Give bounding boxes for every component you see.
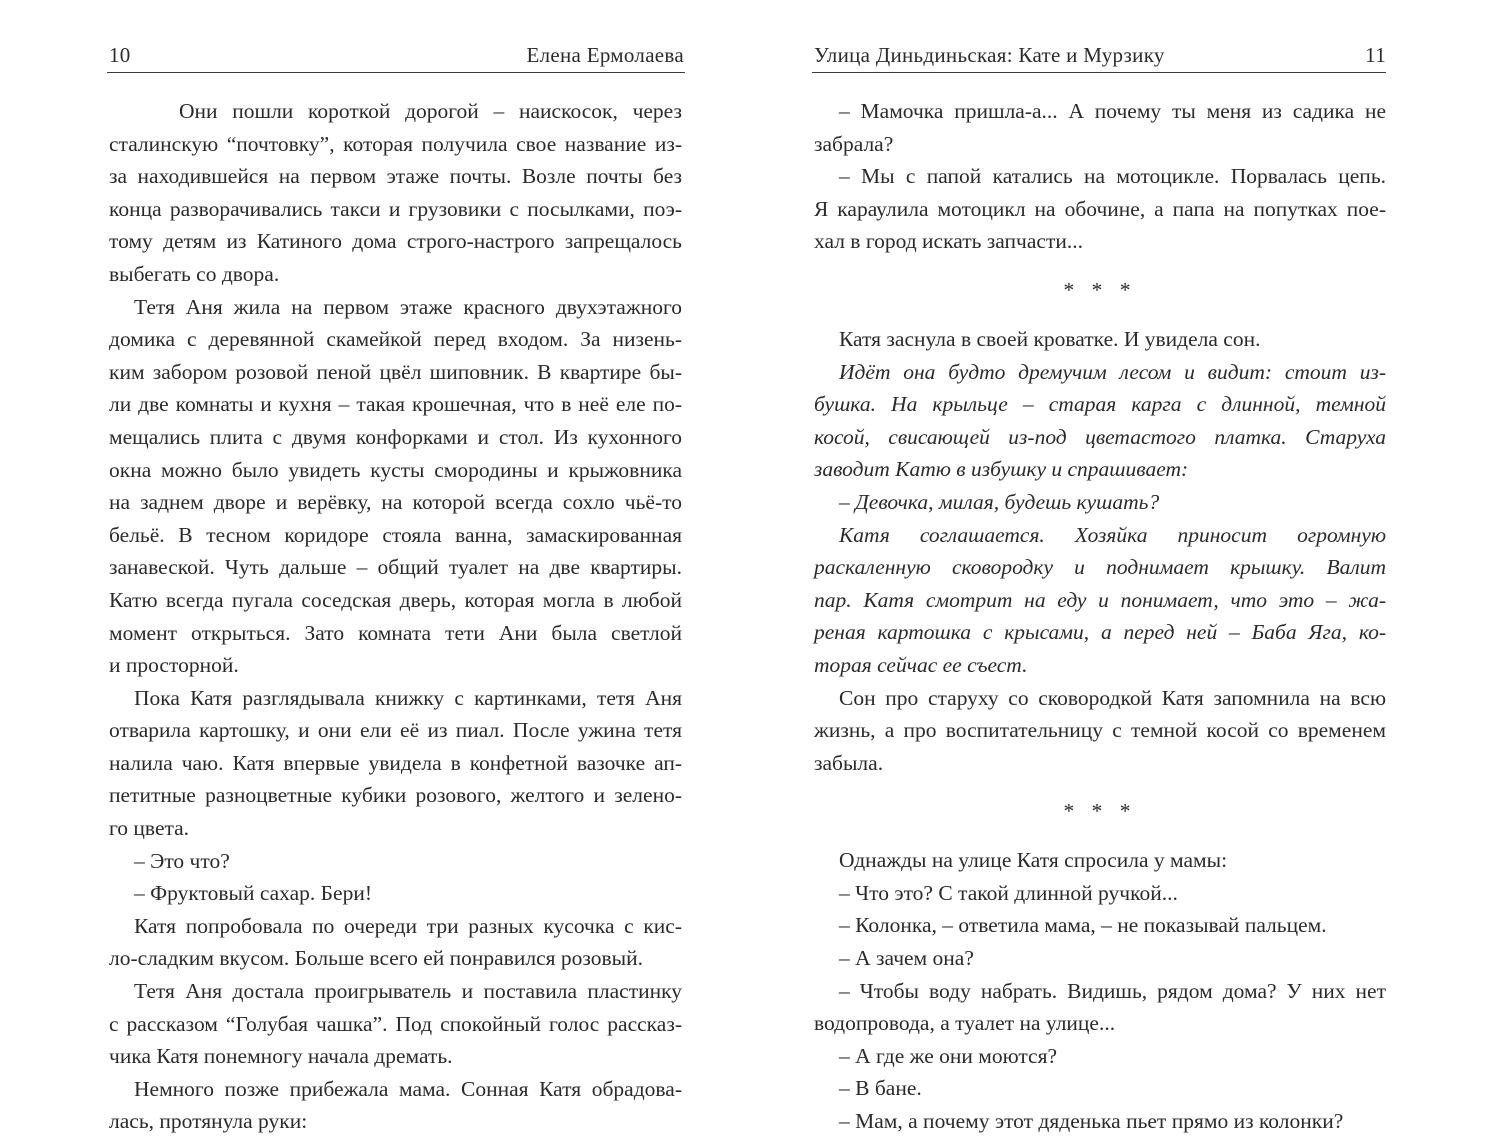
page-number: 10 <box>109 43 131 67</box>
text-line: Катю всегда пугала соседская дверь, которая могла в любой <box>109 587 682 612</box>
text-line: раскаленную сковородку и поднимает крышку. Валит <box>814 555 1386 580</box>
text-line: с рассказом “Голубая чашка”. Под спокойный голос рассказ- <box>109 1011 682 1036</box>
text-line: заводит Катю в избушку и спрашивает: <box>814 457 1189 482</box>
text-line: налила чаю. Катя впервые увидела в конфетной вазочке ап- <box>109 750 682 775</box>
text-line: и просторной. <box>109 653 239 678</box>
text-line: Сон про старуху со сковородкой Катя запомнила на всю <box>839 685 1386 710</box>
text-line: Тетя Аня достала проигрыватель и поставила пластинку <box>134 979 682 1004</box>
text-line: тому детям из Катиного дома строго-настрого запрещалось <box>109 229 682 254</box>
left-running-head <box>109 38 684 72</box>
page-number: 11 <box>1365 43 1386 67</box>
text-line: го цвета. <box>109 816 190 841</box>
text-line: ким забором розовой пеной цвёл шиповник. В квартире бы- <box>109 359 682 384</box>
text-line: пар. Катя смотрит на еду и понимает, что это – жа- <box>814 587 1386 612</box>
text-line: водопровода, а туалет на улице... <box>814 1011 1116 1036</box>
text-line: Пока Катя разглядывала книжку с картинками, тетя Аня <box>134 685 682 710</box>
text-line: забрала? <box>814 131 894 156</box>
text-line: Тетя Аня жила на первом этаже красного двухэтажного <box>134 294 682 319</box>
text-line: – Девочка, милая, будешь кушать? <box>839 489 1160 514</box>
text-line: – А где же они моются? <box>839 1043 1058 1068</box>
text-line: сталинскую “почтовку”, которая получила свое название из- <box>109 131 682 156</box>
text-line: занавеской. Чуть дальше – общий туалет на две квартиры. <box>109 555 682 580</box>
text-line: – Фруктовый сахар. Бери! <box>134 881 372 906</box>
text-line: петитные разноцветные кубики розового, желтого и зелено- <box>109 783 682 808</box>
text-block <box>814 323 1386 779</box>
text-line: отварила картошку, и они ели её из пиал. После ужина тетя <box>109 718 682 743</box>
header-rule <box>107 72 685 73</box>
text-line: – Мамочка пришла-а... А почему ты меня из садика не <box>839 99 1386 123</box>
text-line: – Что это? С такой длинной ручкой... <box>839 880 1178 905</box>
text-line: Катя заснула в своей кроватке. И увидела сон. <box>839 326 1261 351</box>
text-line: хал в город искать запчасти... <box>814 229 1083 254</box>
section-separator: * * * <box>1063 799 1137 824</box>
text-line: торая сейчас ее съест. <box>814 652 1028 677</box>
text-line: – Мам, а почему этот дяденька пьет прямо из колонки? <box>839 1109 1344 1134</box>
right-body-text <box>814 95 1386 1138</box>
text-line: домика с деревянной скамейкой перед входом. За низень- <box>109 327 682 352</box>
text-line: – Чтобы воду набрать. Видишь, рядом дома? У них нет <box>839 978 1386 1003</box>
text-line: – А зачем она? <box>839 946 974 971</box>
text-line: конца разворачивались такси и грузовики с посылками, поэ- <box>109 196 682 221</box>
text-line: жизнь, а про воспитательницу с темной косой со временем <box>814 718 1386 743</box>
text-line: – Это что? <box>134 848 230 873</box>
left-body-text <box>109 95 682 1138</box>
chapter-title: Улица Диньдиньская: Кате и Мурзику <box>814 43 1165 67</box>
text-line: бушка. На крыльце – старая карга с длинной, темной <box>814 392 1386 417</box>
text-line: на заднем дворе и верёвку, на которой всегда сохло чьё-то <box>109 490 682 515</box>
header-rule <box>812 72 1386 73</box>
left-page <box>0 0 749 1134</box>
text-line: момент открыться. Зато комната тети Ани была светлой <box>109 620 682 645</box>
text-line: Идёт она будто дремучим лесом и видит: стоит из- <box>839 359 1386 384</box>
text-line: забыла. <box>814 750 884 775</box>
text-line: косой, свисающей из-под цветастого платка. Старуха <box>814 424 1386 449</box>
text-line: лась, протянула руки: <box>109 1109 308 1134</box>
text-line: Однажды на улице Катя спросила у мамы: <box>839 848 1228 873</box>
text-line: Катя попробовала по очереди три разных кусочка с кис- <box>134 913 682 938</box>
text-block <box>814 95 1386 258</box>
right-page <box>749 0 1498 1134</box>
text-line: окна можно было увидеть кусты смородины и крыжовника <box>109 457 682 482</box>
section-separator: * * * <box>1063 277 1137 302</box>
text-line: Немного позже прибежала мама. Сонная Катя обрадова- <box>134 1076 682 1101</box>
text-line: Я караулила мотоцикл на обочине, а папа на попутках пое- <box>814 196 1386 221</box>
text-line: – Колонка, – ответила мама, – не показывай пальцем. <box>839 913 1327 938</box>
text-line: – Мы с папой катались на мотоцикле. Порвалась цепь. <box>839 164 1386 189</box>
right-running-head <box>814 38 1386 72</box>
text-line: Они пошли короткой дорогой – наискосок, через <box>179 99 682 123</box>
text-line: Катя соглашается. Хозяйка приносит огромную <box>839 522 1386 547</box>
text-line: чика Катя понемногу начала дремать. <box>109 1044 453 1069</box>
text-line: выбегать со двора. <box>109 261 280 286</box>
text-line: реная картошка с крысами, а перед ней – Баба Яга, ко- <box>814 620 1386 645</box>
text-line: ло-сладким вкусом. Больше всего ей понравился розовый. <box>109 946 643 971</box>
text-line: – В бане. <box>839 1076 922 1101</box>
text-line: за находившейся на первом этаже почты. Возле почты без <box>109 164 682 189</box>
text-line: мещались плита с двумя конфорками и стол. Из кухонного <box>109 424 682 449</box>
text-block <box>814 844 1386 1137</box>
author-name: Елена Ермолаева <box>526 43 684 67</box>
text-line: бельё. В тесном коридоре стояла ванна, замаскированная <box>109 522 682 547</box>
text-line: ли две комнаты и кухня – такая крошечная, что в неё еле по- <box>109 392 682 417</box>
